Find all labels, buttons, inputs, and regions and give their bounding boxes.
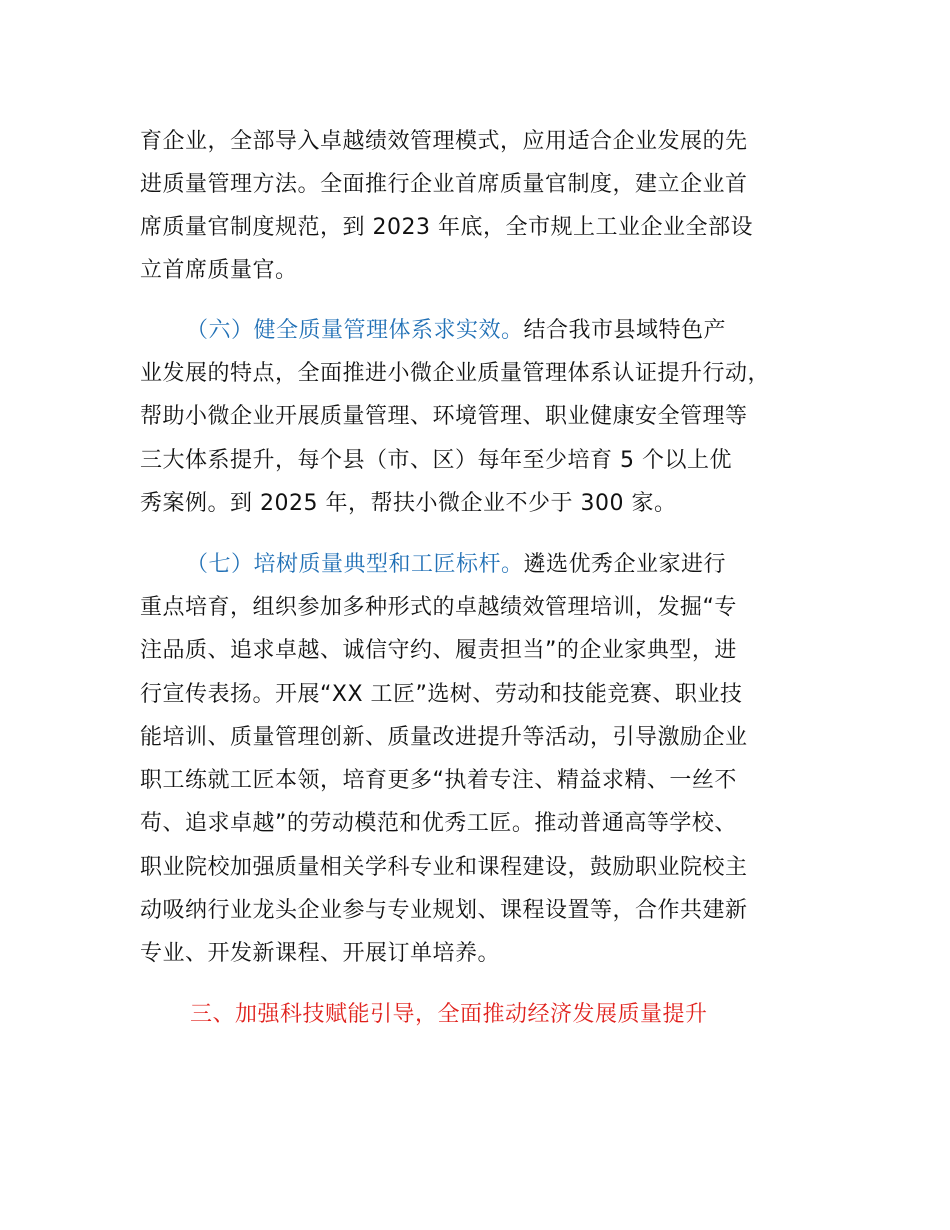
paragraph-3-line-4: 行宣传表扬。开展“XX 工匠”选树、劳动和技能竞赛、职业技: [140, 682, 743, 707]
paragraph-3-line-8: 职业院校加强质量相关学科专业和课程建设，鼓励职业院校主: [140, 855, 748, 880]
paragraph-3-line-7: 苟、追求卓越”的劳动模范和优秀工匠。推动普通高等学校、: [140, 811, 737, 836]
paragraph-2-heading: （六）健全质量管理体系求实效。: [186, 318, 524, 343]
paragraph-2-first-line-rest: 结合我市县域特色产: [523, 318, 727, 343]
section-heading: 三、加强科技赋能引导，全面推动经济发展质量提升: [190, 1002, 708, 1027]
paragraph-3-line-3: 注品质、追求卓越、诚信守约、履责担当”的企业家典型，进: [140, 638, 737, 663]
paragraph-3-first-line-rest: 遴选优秀企业家进行: [523, 552, 727, 577]
paragraph-2-line-3: 帮助小微企业开展质量管理、环境管理、职业健康安全管理等: [140, 404, 748, 429]
paragraph-3-line-1: [186, 552, 726, 578]
paragraph-1-line-1: 育企业，全部导入卓越绩效管理模式，应用适合企业发展的先: [140, 129, 748, 154]
paragraph-2-line-1: [186, 318, 726, 344]
paragraph-1-line-2: 进质量管理方法。全面推行企业首席质量官制度，建立企业首: [140, 172, 748, 197]
paragraph-3-line-2: 重点培育，组织参加多种形式的卓越绩效管理培训，发掘“专: [140, 595, 737, 620]
paragraph-2-line-2: 业发展的特点，全面推进小微企业质量管理体系认证提升行动，: [140, 361, 771, 386]
paragraph-3-line-9: 动吸纳行业龙头企业参与专业规划、课程设置等，合作共建新: [140, 898, 748, 923]
paragraph-3-line-6: 职工练就工匠本领，培育更多“执着专注、精益求精、一丝不: [140, 768, 737, 793]
paragraph-2-line-5: 秀案例。到 2025 年，帮扶小微企业不少于 300 家。: [140, 491, 677, 516]
paragraph-3-heading: （七）培树质量典型和工匠标杆。: [186, 552, 524, 577]
paragraph-3-line-10: 专业、开发新课程、开展订单培养。: [140, 941, 501, 966]
paragraph-1-line-3: 席质量官制度规范，到 2023 年底，全市规上工业企业全部设: [140, 215, 753, 240]
paragraph-3-line-5: 能培训、质量管理创新、质量改进提升等活动，引导激励企业: [140, 725, 748, 750]
paragraph-1-line-4: 立首席质量官。: [140, 258, 298, 283]
paragraph-2-line-4: 三大体系提升，每个县（市、区）每年至少培育 5 个以上优: [140, 448, 732, 473]
